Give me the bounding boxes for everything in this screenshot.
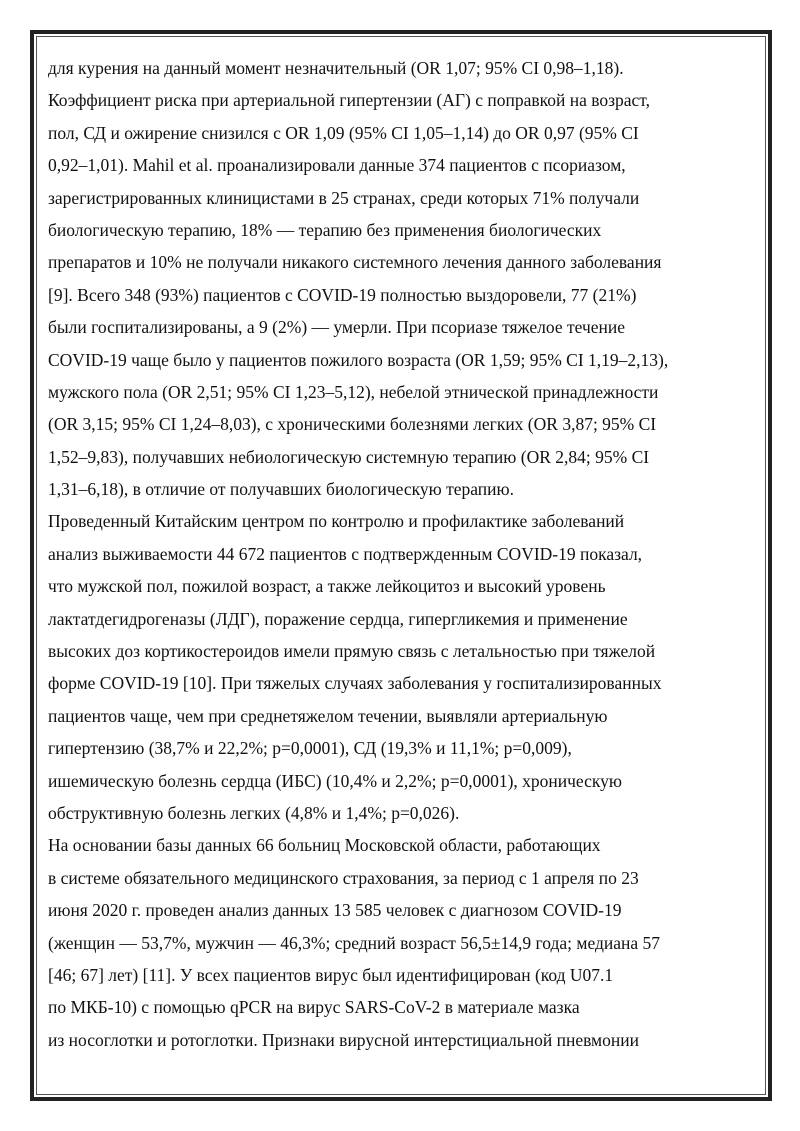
text-line: ишемическую болезнь сердца (ИБС) (10,4% и 2,2%; p=0,0001), хроническую — [48, 770, 622, 791]
text-line: Проведенный Китайским центром по контролю и профилактике заболеваний — [48, 511, 625, 532]
text-line: форме COVID-19 [10]. При тяжелых случаях заболевания у госпитализированных — [48, 673, 662, 694]
text-line: [46; 67] лет) [11]. У всех пациентов вирус был идентифицирован (код U07.1 — [48, 964, 614, 985]
document-body — [48, 52, 758, 1056]
text-line: мужского пола (OR 2,51; 95% CI 1,23–5,12), небелой этнической принадлежности — [48, 381, 659, 402]
text-line: июня 2020 г. проведен анализ данных 13 585 человек с диагнозом COVID-19 — [48, 900, 622, 921]
text-line: зарегистрированных клиницистами в 25 странах, среди которых 71% получали — [48, 187, 640, 208]
text-line: биологическую терапию, 18% — терапию без применения биологических — [48, 219, 602, 240]
text-line: пациентов чаще, чем при среднетяжелом течении, выявляли артериальную — [48, 705, 608, 726]
text-line: в системе обязательного медицинского страхования, за период с 1 апреля по 23 — [48, 867, 639, 888]
text-line: анализ выживаемости 44 672 пациентов с подтвержденным COVID-19 показал, — [48, 543, 643, 564]
text-line: были госпитализированы, а 9 (2%) — умерли. При псориазе тяжелое течение — [48, 317, 626, 338]
text-line: по МКБ-10) с помощью qPCR на вирус SARS-CoV-2 в материале мазка — [48, 997, 580, 1018]
text-line: [9]. Всего 348 (93%) пациентов с COVID-19 полностью выздоровели, 77 (21%) — [48, 284, 637, 305]
text-line: 0,92–1,01). Mahil et al. проанализировали данные 374 пациентов с псориазом, — [48, 155, 626, 176]
text-line: из носоглотки и ротоглотки. Признаки вирусной интерстициальной пневмонии — [48, 1029, 639, 1050]
page-frame — [30, 30, 772, 1101]
text-line: (женщин — 53,7%, мужчин — 46,3%; средний возраст 56,5±14,9 года; медиана 57 — [48, 932, 661, 953]
text-line: лактатдегидрогеназы (ЛДГ), поражение сердца, гипергликемия и применение — [48, 608, 628, 629]
text-line: препаратов и 10% не получали никакого системного лечения данного заболевания — [48, 252, 662, 273]
text-line: COVID-19 чаще было у пациентов пожилого возраста (OR 1,59; 95% CI 1,19–2,13), — [48, 349, 669, 370]
text-line: Коэффициент риска при артериальной гипертензии (АГ) с поправкой на возраст, — [48, 90, 651, 111]
text-line: что мужской пол, пожилой возраст, а также лейкоцитоз и высокий уровень — [48, 576, 606, 597]
text-line: для курения на данный момент незначительный (OR 1,07; 95% CI 0,98–1,18). — [48, 58, 624, 78]
text-line: 1,52–9,83), получавших небиологическую системную терапию (OR 2,84; 95% CI — [48, 446, 650, 467]
text-line: (OR 3,15; 95% CI 1,24–8,03), с хроническими болезнями легких (OR 3,87; 95% CI — [48, 414, 657, 435]
text-line: На основании базы данных 66 больниц Московской области, работающих — [48, 835, 601, 856]
text-line: 1,31–6,18), в отличие от получавших биологическую терапию. — [48, 479, 514, 500]
text-line: гипертензию (38,7% и 22,2%; p=0,0001), СД (19,3% и 11,1%; p=0,009), — [48, 738, 572, 759]
text-line: обструктивную болезнь легких (4,8% и 1,4%; p=0,026). — [48, 802, 460, 823]
text-line: пол, СД и ожирение снизился с OR 1,09 (95% CI 1,05–1,14) до OR 0,97 (95% CI — [48, 122, 639, 143]
text-line: высоких доз кортикостероидов имели прямую связь с летальностью при тяжелой — [48, 641, 656, 662]
